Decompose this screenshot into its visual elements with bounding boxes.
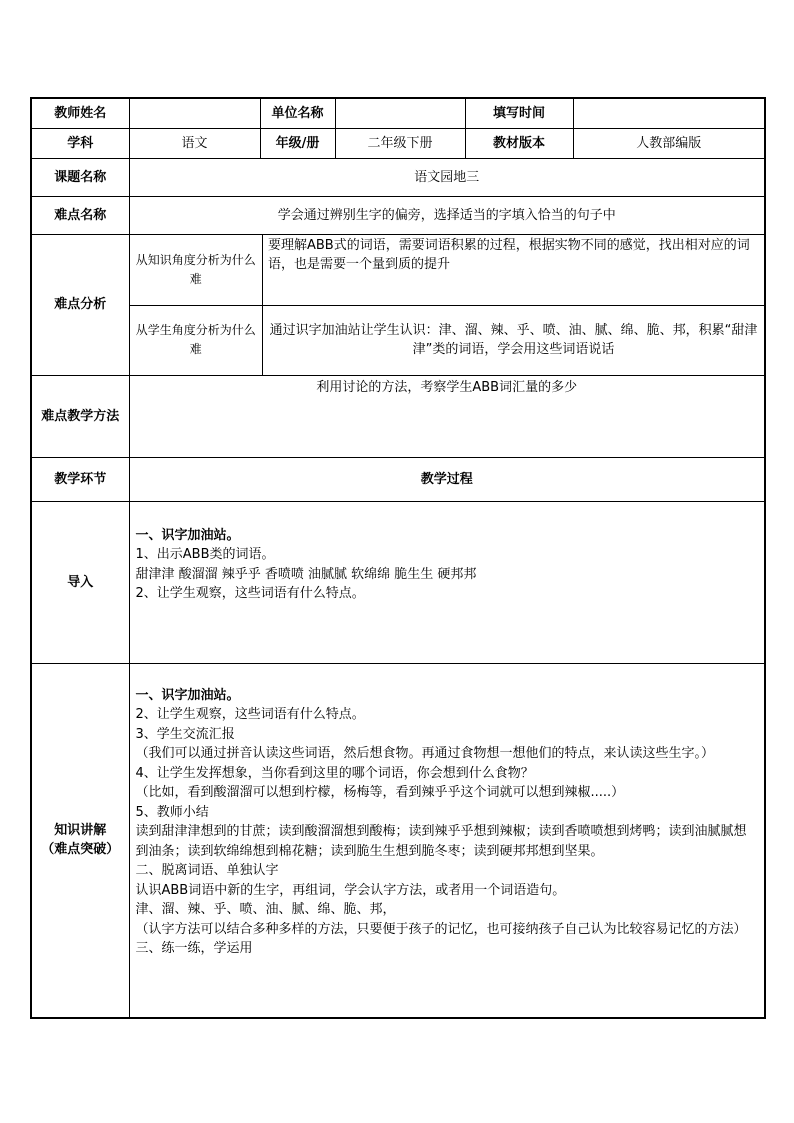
knowledge-line: 3、学生交流汇报 bbox=[135, 726, 235, 742]
knowledge-line: 一、识字加油站。 bbox=[135, 687, 240, 703]
student-angle-label: 从学生角度分析为什么难 bbox=[130, 305, 263, 375]
knowledge-angle-label: 从知识角度分析为什么难 bbox=[130, 235, 263, 306]
date-value[interactable] bbox=[573, 98, 765, 128]
method-label: 难点教学方法 bbox=[31, 375, 129, 457]
lesson-value: 语文园地三 bbox=[129, 158, 765, 196]
knowledge-angle-text: 要理解ABB式的词语，需要词语积累的过程，根据实物不同的感觉，找出相对应的词语，也是需要一个量到质的提升 bbox=[263, 235, 765, 306]
knowledge-label bbox=[31, 663, 129, 1018]
teacher-value[interactable] bbox=[129, 98, 260, 128]
lesson-label: 课题名称 bbox=[31, 158, 129, 196]
stage-header: 教学环节 bbox=[31, 457, 129, 501]
intro-label: 导入 bbox=[31, 501, 129, 663]
knowledge-line: 读到甜津津想到的甘蔗；读到酸溜溜想到酸梅；读到辣乎乎想到辣椒；读到香喷喷想到烤鸭；读到油腻腻想到油条；读到软绵绵想到棉花糖；读到脆生生想到脆冬枣；读到硬邦邦想到坚果。 bbox=[135, 824, 747, 859]
knowledge-line: （认字方法可以结合多种多样的方法，只要便于孩子的记忆，也可接纳孩子自己认为比较容易记忆的方法） bbox=[135, 921, 747, 937]
difficulty-label: 难点名称 bbox=[31, 196, 129, 234]
knowledge-line: （比如，看到酸溜溜可以想到柠檬，杨梅等，看到辣乎乎这个词就可以想到辣椒.....） bbox=[135, 785, 625, 800]
intro-content bbox=[129, 501, 765, 663]
subject-value: 语文 bbox=[129, 128, 260, 158]
grade-value: 二年级下册 bbox=[335, 128, 465, 158]
knowledge-line: 认识ABB词语中新的生字，再组词，学会认字方法，或者用一个词语造句。 bbox=[135, 882, 566, 898]
date-label: 填写时间 bbox=[465, 98, 573, 128]
lesson-row bbox=[31, 158, 765, 196]
knowledge-label-sub: （难点突破） bbox=[41, 842, 120, 858]
intro-row bbox=[31, 501, 765, 663]
knowledge-line: （我们可以通过拼音认读这些词语，然后想食物。再通过食物想一想他们的特点，来认读这些生字。） bbox=[135, 746, 715, 761]
analysis-subtable bbox=[130, 235, 765, 375]
intro-line: 2、让学生观察，这些词语有什么特点。 bbox=[135, 586, 365, 601]
grade-label: 年级/册 bbox=[260, 128, 335, 158]
knowledge-line: 4、让学生发挥想象，当你看到这里的哪个词语，你会想到什么食物？ bbox=[135, 765, 534, 781]
lesson-plan-table bbox=[30, 97, 766, 1019]
knowledge-line: 津、溜、辣、乎、喷、油、腻、绵、脆、邦， bbox=[135, 902, 396, 917]
edition-label: 教材版本 bbox=[465, 128, 573, 158]
intro-line: 甜津津 酸溜溜 辣乎乎 香喷喷 油腻腻 软绵绵 脆生生 硬邦邦 bbox=[135, 566, 477, 582]
info-row-1 bbox=[31, 98, 765, 128]
analysis-detail bbox=[129, 234, 765, 375]
subject-label: 学科 bbox=[31, 128, 129, 158]
method-value: 利用讨论的方法，考察学生ABB词汇量的多少 bbox=[129, 375, 765, 457]
difficulty-row bbox=[31, 196, 765, 234]
method-row bbox=[31, 375, 765, 457]
knowledge-line: 三、练一练，学运用 bbox=[135, 941, 253, 956]
knowledge-row bbox=[31, 663, 765, 1018]
teacher-label: 教师姓名 bbox=[31, 98, 129, 128]
intro-line: 一、识字加油站。 bbox=[135, 527, 240, 543]
unit-label: 单位名称 bbox=[260, 98, 335, 128]
knowledge-content bbox=[129, 663, 765, 1018]
unit-value[interactable] bbox=[335, 98, 465, 128]
analysis-label: 难点分析 bbox=[31, 234, 129, 375]
edition-value: 人教部编版 bbox=[573, 128, 765, 158]
knowledge-line: 5、教师小结 bbox=[135, 804, 209, 820]
knowledge-line: 二、脱离词语、单独认字 bbox=[135, 863, 279, 878]
info-row-2 bbox=[31, 128, 765, 158]
process-header-row bbox=[31, 457, 765, 501]
process-header: 教学过程 bbox=[129, 457, 765, 501]
lesson-plan-sheet bbox=[30, 97, 764, 1019]
knowledge-line: 2、让学生观察，这些词语有什么特点。 bbox=[135, 707, 365, 722]
difficulty-value: 学会通过辨别生字的偏旁，选择适当的字填入恰当的句子中 bbox=[129, 196, 765, 234]
student-angle-text: 通过识字加油站让学生认识：津、溜、辣、乎、喷、油、腻、绵、脆、邦，积累“甜津津”类的词语，学会用这些词语说话 bbox=[269, 323, 758, 357]
analysis-row bbox=[31, 234, 765, 375]
intro-line: 1、出示ABB类的词语。 bbox=[135, 547, 275, 562]
knowledge-label-main: 知识讲解 bbox=[54, 823, 107, 839]
